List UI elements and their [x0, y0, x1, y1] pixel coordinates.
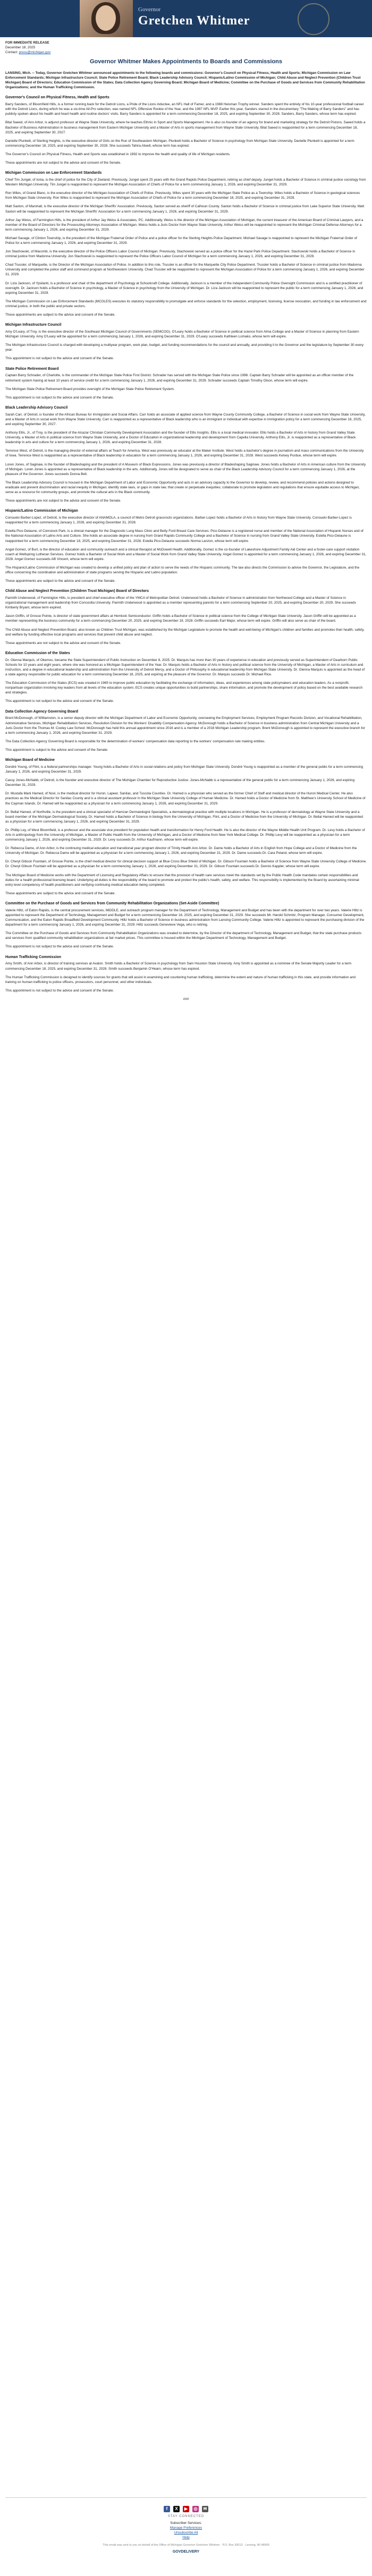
section-paragraph: Amy Smith, of Ann Arbor, is director of training services at Avalon. Smith holds a Bachelor of Science in psychology from Sam Houston State University. Amy Smith is appointed as a nominee of the Senate Majority Leader for a term commencing December 18, 2025, and expiring December 31, 2028. Smith succeeds Benjamin O'Hearn, whose term has expired.	[5, 962, 352, 971]
section-heading: Governor's Council on Physical Fitness, Health and Sports	[5, 96, 109, 100]
email-icon[interactable]: ✉	[202, 2506, 208, 2512]
subscriber-links	[0, 2521, 372, 2539]
section-heading: Committee on the Purchase of Goods and Services from Community Rehabilitation Organizations (Set-Aside Committee)	[5, 901, 219, 905]
section-heading: Hispanic/Latino Commission of Michigan	[5, 509, 78, 513]
state-seal-icon	[298, 3, 329, 35]
end-mark: ###	[183, 997, 189, 1001]
section-paragraph: Danielle Plunkett, of Sterling Heights, is the executive director of Girls on the Run of Southeastern Michigan. Plunkett holds a Bachelor of Science in psychology from Michigan State University. Danielle Plunkett is appointed for a term commencing December 18, 2025, and expiring September 30, 2028. She succeeds Tahira Atwell, whose term has expired.	[5, 139, 354, 148]
facebook-icon[interactable]: f	[164, 2506, 170, 2512]
section-paragraph: Parmith Underwood, of Farmington Hills, is president and chief executive officer of the YMCA of Metropolitan Detroit. Underwood holds a Bachelor of Science in administration from Northwood College and a Master of Science in organizational management and leadership from Concordia University. Parmith Underwood is appointed as a member representing parents for a term commencing September 20, 2025, and expiring December 20, 2029. She succeeds Kimberly Bryant, whose term expired.	[5, 596, 356, 610]
section	[5, 758, 367, 896]
section-paragraph: Dr. Cheryl Gibson Fountain, of Grosse Pointe, is the chief medical director for clinical decision support at Blue Cross Blue Shield of Michigan. Dr. Gibson Fountain holds a Bachelor of Science from Wayne State University College of Medicine. Dr. Cheryl Gibson Fountain will be appointed as a physician for a term commencing January 1, 2026, and expiring December 31, 2029. Dr. Gibson Fountain succeeds Dr. Dennis Kappler, whose term will expire.	[5, 860, 367, 869]
section-paragraph: Dr. Bellal Hamed, of Northville, is the president and a clinical specialist of Hamzan Dermatologist Specialists, a dermatological practice with multiple locations in Michigan. He is a professor of dermatology at Wayne State University and a board member of the Michigan Dermatological Society. Dr. Hamed holds a Bachelor of Science in biology from the University of Michigan, Flint, and a Doctor of Medicine from the University of Michigan. Dr. Bellal Hamed will be reappointed as a physician for a term commencing January 1, 2026, and expiring December 31, 2029.	[5, 810, 363, 824]
section-paragraph: Dondré Young, of Flint, is a federal partnerships manager. Young holds a Bachelor of Arts in social relations and policy from Michigan State University. Dondré Young is reappointed as a member of the general public for a term commencing January 1, 2026, and expiring December 31, 2029.	[5, 765, 363, 774]
section-paragraph: Terrence West, of Detroit, is the managing director of external affairs at Teach for America. West was previously an educator at the Maker Institute. West holds a bachelor's degree in journalism and mass communications from the University of Iowa. Terrence West is reappointed as a representative of Black leadership in education for a term commencing January 1, 2026, and expiring December 31, 2028. West succeeds Kelsey Purdue, whose term will expire.	[5, 449, 364, 458]
section-paragraph: Dr. Liza Jackson, of Ypsilanti, is a professor and chair of the department of Psychology at Schoolcraft College. Additionally, Jackson is a member of the Independent Community Police Oversight Commission and is a certified practitioner of oversight. Dr. Jackson holds a Bachelor of Science in psychology, a Master of Science in psychology from the University of Michigan. Dr. Liza Jackson will be reappointed to represent the public for a term commencing January 1, 2026, and expiring December 31, 2029.	[5, 281, 363, 295]
section-paragraph: Chief Tim Jungel, of Ionia, is the chief of police for the City of Zeeland. Previously, Jungel spent 25 years with the Grand Rapids Police Department, retiring as chief deputy. Jungel holds a Bachelor of Science in criminal justice sociology from Western Michigan University. Tim Jungel is reappointed to represent the Michigan Association of Chiefs of Police for a term commencing January 1, 2026, and expiring December 31, 2029.	[5, 178, 366, 187]
section-paragraph: Ron Wiles, of Grand Blanc, is the executive director of the Michigan Association of Chiefs of Police. Previously, Wiles spent 30 years with the Michigan State Police as a Township. Wiles holds a Bachelor of Science in geological sciences from Michigan State University. Ron Wiles is reappointed to represent the Michigan Association of Chiefs of Police for a term commencing December 18, 2025, and expiring December 31, 2029.	[5, 191, 360, 200]
section	[5, 405, 367, 503]
section-paragraph: Brent McDonough, of Williamston, is a senior deputy director with the Michigan Department of Labor and Economic Opportunity, overseeing the Employment Services, Employment Program Records Division, and Vocational Rehabilitation, Administrative Services, Michigan Rehabilitation Services, Resolution Division for the Workers' Disability Compensation Agency. McDonough holds a Bachelor of Science in business administration from Central Michigan University and a Juris Doctor from the Thomas M. Cooley Law School. McDonough has held this annual appointment since 2016 and is a member of a 2016 Michigan Leadership program. Brent McDonough is appointed to represent the executive branch for a term commencing January 1, 2026, and expiring December 31, 2029.	[5, 716, 365, 735]
section-paragraph: These appointments are not subject to the advice and consent of the Senate.	[5, 161, 121, 165]
section	[5, 171, 367, 317]
section-paragraph: The Human Trafficking Commission is designed to identify sources for grants that will assist in examining and countering human trafficking, determine the extent and nature of human trafficking in this state, and provide information and training on human trafficking to police officers, prosecutors, court personnel, and other individuals.	[5, 975, 356, 984]
headline: Governor Whitmer Makes Appointments to Boards and Commissions	[89, 58, 283, 65]
section-paragraph: The Michigan Commission on Law Enforcement Standards (MCOLES) executes its statutory responsibility to promulgate and enforce standards for the selection, employment, licensing, license revocation, and funding in law enforcement and criminal justice, in both the public and private sectors.	[5, 299, 367, 308]
x-icon[interactable]: X	[173, 2506, 180, 2512]
release-body	[0, 37, 372, 1002]
sections	[5, 95, 367, 993]
section-paragraph: This appointment is subject to the advice and consent of the Senate.	[5, 748, 108, 752]
section-paragraph: This appointment is not subject to the advice and consent of the Senate.	[5, 357, 114, 361]
section-paragraph: The Education Commission of the States (ECS) was created in 1965 to improve public education by facilitating the exchange of information, ideas, and experiences among state policymakers and education leaders. As a nonprofit, nonpartisan organization involving key leaders from all levels of the education system, ECS creates unique opportunities to build partnerships, share information, and promote the development of policy based on the best available research and strategies.	[5, 681, 363, 695]
section-heading: Michigan Commission on Law Enforcement Standards	[5, 171, 102, 175]
youtube-icon[interactable]: ▶	[183, 2506, 189, 2512]
section-paragraph: Michael Savage, of Clinton Township, is the president of the Michigan Fraternal Order of Police and a police officer for the Sterling Heights Police Department. Michael Savage is reappointed to represent the Michigan Fraternal Order of Police for a term commencing January 1, 2026, and expiring December 31, 2029.	[5, 236, 357, 245]
section-paragraph: The Committee on the Purchase of Goods and Services from Community Rehabilitation Organizations was created to determine, by the Director of the department of Technology, Management and Budget, that the state purchase products and services from qualified community rehabilitation organizations at fair market prices. This committee is housed within the Michigan Department of Technology, Management and Budget.	[5, 931, 362, 940]
help-link[interactable]: Help	[182, 2536, 190, 2539]
section-paragraph: The Data Collection Agency Governing Board is responsible for the determination of workers' compensation data reporting to the workers' compensation rate making entities.	[5, 739, 266, 743]
section-paragraph: The Michigan Board of Medicine works with the Department of Licensing and Regulatory Affairs to ensure that the provision of health care services meet the standards set by the Public Health Code mandates certain responsibilities and duties for a health professional licensing board. Underlying all duties is the responsibility of the board to promote and protect the public's health, safety, and welfare. This responsibility is implemented by the Board by ascertaining minimal entry level competency of health practitioners and verifying continuing medical education being completed.	[5, 873, 359, 887]
subscriber-services-label: Subscriber Services:	[170, 2521, 202, 2525]
header-banner	[0, 0, 372, 37]
section-heading: Data Collection Agency Governing Board	[5, 709, 79, 714]
section	[5, 95, 367, 165]
section-heading: Michigan Infrastructure Council	[5, 323, 62, 327]
section-paragraph: Barry Sanders, of Bloomfield Hills, is a former running back for the Detroit Lions, a Pride of the Lions inductee, an NFL Hall of Famer, and a 1988 Heisman Trophy winner. Sanders spent the entirety of his 10-year professional football career with the Detroit Lions, during which he was a six-time All-Pro selection, was named NFL Offensive Rookie of the Year, and the 1997 NFL MVP. Earlier this year, Sanders starred in the documentary "The Making of Barry Sanders" and has publicly spoken about his health and heart health and routine doctors' visits. Barry Sanders is appointed for a term commencing December 18, 2025, and expiring September 30, 2028. Sanders, Barry Sanders, whose term has expired.	[5, 103, 364, 116]
section-heading: State Police Retirement Board	[5, 367, 59, 371]
portrait-face	[96, 5, 116, 31]
banner-label: Governor	[138, 6, 161, 13]
section-paragraph: These appointments are subject to the advice and consent of the Senate.	[5, 313, 116, 317]
section	[5, 709, 367, 753]
instagram-icon[interactable]: ◎	[192, 2506, 199, 2512]
section-paragraph: This appointment is not subject to the advice and consent of the Senate.	[5, 945, 114, 949]
section	[5, 367, 367, 400]
section-paragraph: Sarah Carr, of Detroit, is founder of the African Bureau for Immigration and Social Affairs. Carr holds an associate of applied science from Wayne County Community College, a Bachelor of Science in social work from Wayne State University, and a Master of Arts in social work from Wayne State University. Carr is reappointed as a representative of Black leadership who is an immigrant or individual with expertise in immigration policy for a term commencing December 18, 2025, and expiring September 30, 2027.	[5, 412, 366, 426]
contact-email-link[interactable]: press@michigan.gov	[19, 50, 51, 55]
section-paragraph: This appointment is not subject to the advice and consent of the Senate.	[5, 699, 114, 704]
section-paragraph: This appointment is not subject to the advice and consent of the Senate.	[5, 395, 114, 400]
contact-line	[5, 50, 367, 55]
section-paragraph: Amy O'Leary, of Troy, is the executive director of the Southeast Michigan Council of Governments (SEMCOG). O'Leary holds a Bachelor of Science in political science from Alma College and a Master of Science in planning from Eastern Michigan University. Amy O'Leary will be appointed for a term commencing January 1, 2026, and expiring December 31, 2029. O'Leary succeeds Kathleen Lomako, whose term will expire.	[5, 330, 359, 339]
section-paragraph: The Michigan State Police Retirement Board provides oversight of the Michigan State Police Retirement System.	[5, 387, 175, 391]
section-paragraph: Loren Jones, of Saginaw, is the founder of Bladeshaping and the president of A Museum of Black Expressions. Jones was previously a director of Bladeshaping Saginaw. Jones holds a Bachelor of Arts in American culture from the University of Michigan. Loren Jones is appointed as a representative of Black leadership in the arts. Additionally, Jones will be designated to serve as chair of the Black Leadership Advisory Council for a term commencing January 1, 2026, at the pleasure of the Governor. Jones succeeds Donna Bell.	[5, 462, 366, 476]
banner-name: Gretchen Whitmer	[138, 14, 250, 28]
section	[5, 901, 367, 950]
section-paragraph: This appointment is not subject to the advice and consent of the Senate.	[5, 988, 114, 993]
social-links	[0, 2503, 372, 2513]
section-paragraph: These appointments are not subject to the advice and consent of the Senate.	[5, 499, 121, 503]
unsubscribe-all-link[interactable]: Unsubscribe All	[174, 2531, 198, 2535]
release-label: FOR IMMEDIATE RELEASE	[5, 41, 49, 45]
manage-preferences-link[interactable]: Manage Preferences	[170, 2526, 202, 2530]
section	[5, 323, 367, 361]
section-paragraph: Bilal Saeed, of Ann Arbor, is adjunct professor at Wayne State University, where he teaches Ethnic in Sport and Sports Management. He is also co-founder of an agency for brand and marketing strategy for the Detroit Pistons. Saeed holds a Bachelor of Business Administration in business management from Eastern Michigan University and a Master of Arts in sports management from Wayne State University. Bilal Saeed is reappointed for a term commencing December 18, 2025, and expiring September 30, 2027.	[5, 121, 366, 134]
section	[5, 955, 367, 993]
section-paragraph: Cassy Jones-McNabb, of Detroit, is the founder and executive director of The Michigan Chamber for Reproductive Justice. Jones-McNabb is a representative of the general public for a term commencing January 1, 2026, and expiring December 31, 2029.	[5, 778, 355, 787]
section-paragraph: Dr. Rebecca Dame, of Ann Arbor, is the continuing medical education and transitional year program director of Trinity Health Ann Arbor. Dr. Dame holds a Bachelor of Arts in English from Hope College and a Doctor of Medicine from the University of Michigan. Dr. Rebecca Dame will be appointed as a physician for a term commencing January 1, 2026, and expiring December 31, 2029. Dr. Dame succeeds Dr. Cara Poland, whose term will expire.	[5, 846, 357, 855]
governor-portrait	[80, 0, 133, 37]
section-heading: Education Commission of the States	[5, 651, 70, 655]
section-paragraph: Arthur Jay Weiss, of Farmington Hills, is the president of Arthur Jay Weiss & Associates, PC. Additionally, Weiss is the director of the Michigan Association of Michigan, the current treasurer of the American Board of Criminal Lawyers, and a member of the Board of Directors for the Prosecuting Attorneys Association of Michigan. Weiss holds a Juris Doctor from Wayne State University. Arthur Weiss will be reappointed to represent the Michigan Criminal Defense Attorneys for a term commencing January 1, 2026, and expiring December 31, 2029.	[5, 218, 363, 232]
section-paragraph: Dr. Mustafa Mark Hamed, of Novi, is the medical director for Huron, Lapeer, Sanilac, and Tuscola Counties. Dr. Hamed is a physician who served as the former Chief of Staff and medical director of the Huron Medical Center. He also practices as the Medical Director for Sanilac County and is a clinical assistant professor in the Michigan State University College of Human Medicine. Dr. Hamed holds a Doctor of Medicine from St. Matthew's University School of Medicine of the Cayman Islands. Dr. Hamed will be reappointed as a physician for a term commencing January 1, 2026, and expiring December 31, 2029.	[5, 792, 366, 806]
section-heading: Child Abuse and Neglect Prevention (Children Trust Michigan) Board of Directors	[5, 589, 149, 594]
section-paragraph: Jon Stachowski, of Macomb, is the executive director of the Police Officers Labor Council of Michigan. Previously, Stachowski served as a police officer for the Hazel Park Police Department. Stachowski holds a Bachelor of Science in criminal justice from Madonna University. Jon Stachowski is reappointed to represent the Police Officers Labor Council of Michigan for a term commencing January 1, 2026, and expiring December 31, 2029.	[5, 250, 356, 259]
section-paragraph: The Hispanic/Latino Commission of Michigan was created to develop a unified policy and plan of action to serve the needs of the Hispanic community. The law also directs the Commission to advise the Governor, the Legislature, and the office concerning the coordination and administration of state programs serving the Hispanic and Latino population.	[5, 565, 360, 574]
sent-note: This email was sent to you on behalf of the Office of Michigan Governor Gretchen Whitmer · P.O. Box 30013 · Lansing, MI 48909	[103, 2544, 269, 2547]
govdelivery-logo[interactable]: GOVDELIVERY	[172, 2550, 200, 2554]
section-paragraph: Dr. Phillip Ley, of West Bloomfield, is a professor and the associate vice president for population health and transformation for Henry Ford Health. He is also the director of the Wayne Middle Health Unit Program. Dr. Levy holds a Bachelor of Arts in anthropology from the University of Michigan, a Master of Public Health from the University of Michigan, and a Doctor of Medicine from New York Medical College. Dr. Phillip Levy will be reappointed as a physician for a term commencing January 1, 2026, and expiring December 31, 2029. Dr. Levy succeeds Dr. Arthur Kaufmann, whose term will expire.	[5, 828, 365, 842]
section-paragraph: Angel Gomez, of Burt, is the director of education and community outreach and a clinical therapist at McDowell Health. Additionally, Gomez is the co-founder of Lakeshore Adjustment Family Aid Center and a foster-care support visitation coach at Wellspring Lutheran Services. Gomez holds a Bachelor of Social Work and a Master of Social Work from Grand Valley State University. Angel Gomez is appointed for a term commencing January 1, 2026, and expiring December 31, 2028. Angel Gomez succeeds Alfi Vincent, whose term will expire.	[5, 547, 367, 561]
section-heading: Michigan Board of Medicine	[5, 758, 55, 762]
section	[5, 589, 367, 646]
section	[5, 651, 367, 704]
section-paragraph: The Black Leadership Advisory Council is housed in the Michigan Department of Labor and Economic Opportunity and acts in an advisory capacity to the Governor to develop, review, and recommend policies and actions designed to eradicate and prevent discrimination and racial inequity in Michigan; identify state laws, or gaps in state law, that create or perpetuate inequities; collaborate to promote legislation and regulations that ensure equitable access to Michigan, serve as a resource for community groups, and promote the cultural arts in the Black community.	[5, 480, 360, 495]
section-paragraph: These appointments are subject to the advice and consent of the Senate.	[5, 891, 116, 895]
section-paragraph: Jason Griffin, of Grosse Pointe, is director of state government affairs at Hemlock Semiconductor. Griffin holds a Bachelor of Science in political science from the College of Michigan State University. Jason Griffin will be appointed as a member representing the business community for a term commencing December 20, 2025, and expiring December 19, 2028. Griffin succeeds Earl Major, whose term will expire. Griffin will also serve as chair of the board.	[5, 614, 356, 623]
section-paragraph: Valerie Hiltz, of Eaton Rapids, is the central procurement services, MiDDLE, and outreach program manager for the Department of Technology, Management and Budget and has been with the department for over two years. Valerie Hiltz is appointed to represent the Department of Technology, Management and Budget for a term commencing December 18, 2025, and expiring December 31, 2029. She succeeds Mr. Harold Schmitz, Program Manager, Consumer Development, Communication, and the Eaton Rapids Broadfield Development Community. Hiltz holds a Bachelor of Science in business administration from Lansing Community College. Valerie Hiltz is appointed to represent the purchasing division of the department for a term commencing January 1, 2026, and expiring December 31, 2029. Hiltz succeeds Genevieve Vega, who is retiring.	[5, 908, 365, 927]
section-paragraph: Dr. Glenna Marquis, of Okemos, became the State Superintendent of Public Instruction on December 8, 2025. Dr. Marquis has more than 30 years of experience in education and previously served as Superintendent of Dearborn Public Schools for 10 years and eight years, where she was honored as a Michigan Superintendent of the Year. Dr. Marquis holds a Bachelor of Arts in history and political science from the University of Michigan, a Master of Arts in curriculum and instruction, and a degree in educational leadership and administration from the University of Detroit Mercy, and a Doctor of Philosophy in educational leadership from Michigan State University. Dr. Glenna Marquis is appointed as the head of a state agency responsible for public education for a term commencing December 18, 2025, and expiring at the pleasure of the Governor. Dr. Marquis succeeds Dr. Michael Rice.	[5, 658, 365, 677]
section-paragraph: These appointments are not subject to the advice and consent of the Senate.	[5, 641, 121, 645]
section-heading: Human Trafficking Commission	[5, 955, 62, 959]
section-paragraph: The Michigan Infrastructure Council is charged with developing a multiyear program, work plan, budget, and funding recommendations for the council and annually, and providing it to the Governor and the legislature by September 30 every year.	[5, 343, 364, 352]
section-paragraph: Chad Trussler, of Marquette, is the Director of the Michigan Association of Police. In addition to this role, Trussler is an officer for the Marquette City Police Department. Trussler holds a Bachelor of Science in criminal justice from Madonna University and completed the police staff and command program at Northwestern University. Chad Trussler will be reappointed to represent the Michigan Association of Police for a term commencing January 1, 2026, and expiring December 31, 2029.	[5, 263, 365, 277]
section-paragraph: Matt Saxton, of Marshall, is the executive director of the Michigan Sheriffs' Association. Previously, Saxton served as sheriff of Calhoun County. Saxton holds a Bachelor of Science in criminal justice from Lake Superior State University. Matt Saxton will be reappointed to represent the Michigan Sheriffs' Association for a term commencing January 1, 2026, and expiring December 31, 2029.	[5, 205, 365, 214]
footer-divider	[5, 2497, 367, 2498]
section-paragraph: These appointments are subject to the advice and consent of the Senate.	[5, 579, 116, 583]
footer	[0, 2497, 372, 2554]
section-paragraph: Anthony Ellis, Jr., of Troy, is the president of the Alcazar Christian Community Development Association and the founder of Ellis Insights. Ellis is a local medical innovator. Ellis holds a Bachelor of Arts in history from Grand Valley State University, a Master of Arts in political science from Wayne State University, and a Doctor of Education in organizational leadership and development from Capella University. Anthony Ellis, Jr. is reappointed as a representative of Black leadership in arts and culture for a term commencing January 1, 2026, and expiring December 31, 2028.	[5, 431, 356, 445]
section-heading: Black Leadership Advisory Council	[5, 405, 68, 410]
stay-connected-label: STAY CONNECTED	[167, 2515, 205, 2518]
contact-prefix: Contact:	[5, 50, 18, 55]
section-paragraph: Estella Pico-Delaune, of Comstock Park, is a clinical manager for the Diagnostic Lung Mass Clinic and Betty Ford Breast Care Services. Pico-Delaune is a registered nurse and member of the National Association of Hispanic Nurses and of the National Association of Latino Arts and Culture. She holds an associate degree in nursing from Grand Rapids Community College and a Bachelor of Science in nursing from Grand Valley State University. Estella Pico-Delaune is reappointed for a term commencing December 18, 2025, and expiring December 31, 2028. Estella Pico-Delaune succeeds Norma Lanzon, whose term will expire.	[5, 529, 363, 543]
section	[5, 509, 367, 583]
release-meta	[5, 40, 367, 55]
section-paragraph: Consuelo Barber-Lopez, of Detroit, is the executive director of ANAMOLA, a council of Metro Detroit grassroots organizations. Barber-Lopez holds a Bachelor of Arts in history from Wayne State University. Consuelo Barber-Lopez is reappointed for a term commencing January 1, 2026, and expiring December 31, 2028.	[5, 516, 352, 525]
section-paragraph: The Governor's Council on Physical Fitness, Health and Sports was established in 1992 to improve the health and quality of life of Michigan residents.	[5, 152, 231, 156]
section-paragraph: The Child Abuse and Neglect Prevention Board, also known as Children Trust Michigan, was established by the Michigan Legislature to promote the health and well-being of Michigan's children and families and promotes their health, safety, and welfare by funding effective local programs and services that prevent child abuse and neglect.	[5, 628, 365, 637]
section-paragraph: Captain Barry Schrader, of Charlotte, is the commander of the Michigan State Police First District. Schrader has served with the Michigan State Police since 1998. Captain Barry Schrader will be appointed as an officer member of the retirement system having at least 10 years of service credit for a term commencing January 1, 2026, and expiring December 31, 2029. Schrader succeeds Captain Timothy Olson, whose term will expire.	[5, 374, 354, 383]
intro-paragraph: LANSING, Mich. -- Today, Governor Gretchen Whitmer announced appointments to the following boards and commissions: Governor's Council on Physical Fitness, Health and Sports; Michigan Commission on Law Enforcement Standards; Michigan Infrastructure Council; State Police Retirement Board; Black Leadership Advisory Council; Hispanic/Latino Commission of Michigan; Child Abuse and Neglect Prevention (Children Trust Michigan) Board of Directors; Education Commission of the States; Data Collection Agency Governing Board; Michigan Board of Medicine; Committee on the Purchase of Goods and Services from Community Rehabilitation Organizations; and the Human Trafficking Commission.	[5, 71, 365, 90]
release-date: December 18, 2025	[5, 46, 36, 50]
